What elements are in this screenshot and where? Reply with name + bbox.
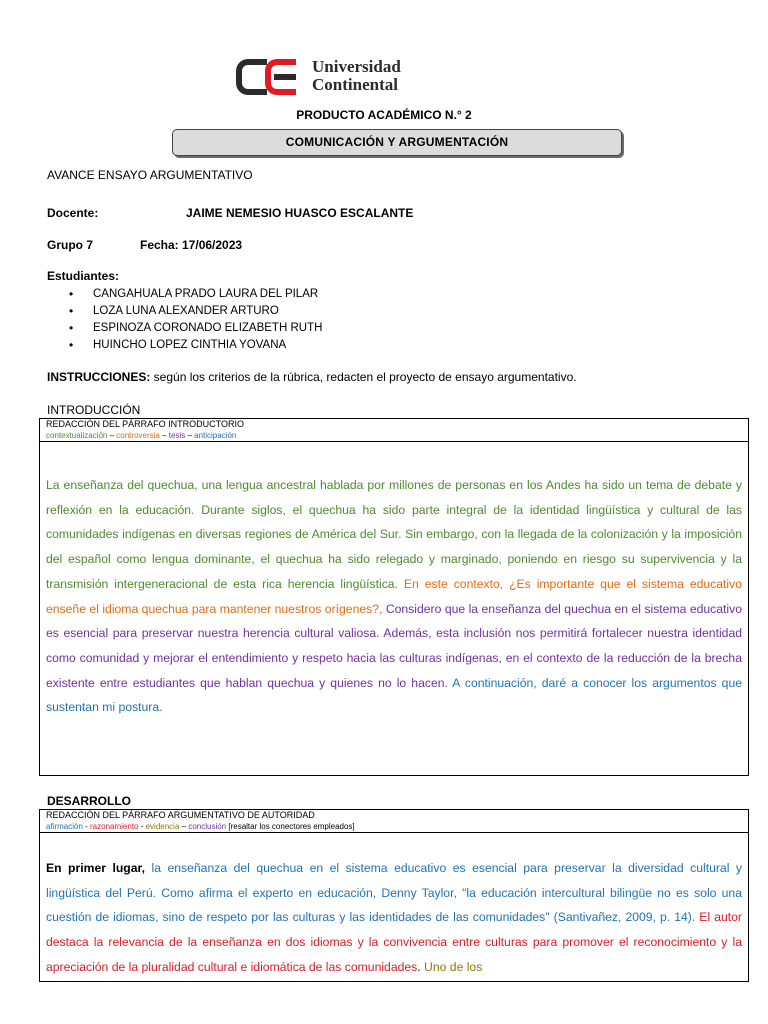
intro-heading: INTRODUCCIÓN [47,403,141,417]
legend-afirmacion: afirmación [46,822,83,831]
students-label: Estudiantes: [47,269,120,283]
instructions [47,370,577,384]
product-title: PRODUCTO ACADÉMICO N.° 2 [296,108,472,122]
docente-name: JAIME NEMESIO HUASCO ESCALANTE [186,206,414,220]
development-box-title: REDACCIÓN DEL PÁRRAFO ARGUMENTATIVO DE AUTORIDAD [46,810,315,820]
legend-razonamiento: razonamiento [90,822,139,831]
instructions-text: según los criterios de la rúbrica, redacten el proyecto de ensayo argumentativo. [150,370,577,384]
controversy-text: En este contexto, ¿Es importante que el sistema educativo enseñe el idioma quechua para mantener nuestros orígenes?, [46,576,742,616]
grupo-label: Grupo 7 [47,238,94,252]
instructions-label: INSTRUCCIONES: [47,370,151,384]
period-text: . [417,959,421,974]
legend-controversia: controversia [116,431,160,440]
development-paragraph [40,856,748,980]
development-box-header [40,810,748,833]
intro-box [39,418,749,776]
fecha-label: Fecha: 17/06/2023 [140,238,243,252]
context-text: La enseñanza del quechua, una lengua ancestral hablada por millones de personas en los Andes ha sido un tema de debate y reflexión en la educación. Durante siglos, el quechua ha sido parte integral de la identidad lingüística y cultural de las comunidades indígenas en diversas regiones de América del Sur. Sin embargo, con la llegada de la colonización y la imposición del español como lengua dominante, el quechua ha sido relegado y marginado, poniendo en riesgo su supervivencia y la transmisión intergeneracional de esta rica herencia lingüística. [46,478,742,591]
assignment-title: AVANCE ENSAYO ARGUMENTATIVO [47,168,253,182]
legend-sep: – [185,431,195,440]
legend-conclusion: conclusión [188,822,227,831]
legend-note: [resaltar los conectores empleados] [226,822,355,831]
development-box [39,809,749,982]
university-name [312,58,401,94]
legend-anticipacion: anticipación [194,431,237,440]
student-item: • HUINCHO LOPEZ CINTHIA YOVANA [47,337,322,354]
legend-sep: – [107,431,117,440]
legend-sep: – [159,431,169,440]
logo-line-2: Continental [312,75,398,94]
development-legend: afirmación - razonamiento - evidencia – conclusión [resaltar los conectores empleados] [46,822,355,831]
intro-box-title: REDACCIÓN DEL PÁRRAFO INTRODUCTORIO [46,419,245,429]
intro-paragraph [40,473,748,720]
connector-text: En primer lugar, [46,861,145,875]
legend-contextualizacion: contextualización [46,431,108,440]
students-list [47,286,322,354]
thesis-text: Considero que la enseñanza del quechua en el sistema educativo es esencial para preservar nuestra herencia cultural valiosa. Además, esta inclusión nos permitirá fortalecer nuestra identidad como comunidad y mejorar el entendimiento y respeto hacia las culturas indígenas, en el contexto de la reducción de la brecha existente entre estudiantes que hablan quechua y quienes no lo hacen. [46,601,742,690]
student-item: • CANGAHUALA PRADO LAURA DEL PILAR [47,286,322,303]
development-heading: DESARROLLO [47,794,131,808]
student-item: • ESPINOZA CORONADO ELIZABETH RUTH [47,320,322,337]
course-banner: COMUNICACIÓN Y ARGUMENTACIÓN [172,129,622,156]
anticipation-text: A continuación, daré a conocer los argumentos que sustentan mi postura. [46,675,742,715]
student-item: • LOZA LUNA ALEXANDER ARTURO [47,303,322,320]
intro-legend [46,430,742,441]
legend-tesis: tesis [168,431,186,440]
evidence-text: Uno de los [420,959,483,974]
affirmation-text: la enseñanza del quechua en el sistema educativo es esencial para preservar la diversidad cultural y lingüística del Perú. Como afirma el experto en educación, Denny Taylor, "la educación intercultural bilingüe no es solo una cuestión de idiomas, sino de respeto por las culturas y las identidades de las comunidades" (Santivañez, 2009, p. 14). [46,861,742,925]
reasoning-text: El autor destaca la relevancia de la enseñanza en dos idiomas y la convivencia entre culturas para promover el reconocimiento y la apreciación de la pluralidad cultural e idiomática de las comunidades [46,910,742,974]
intro-box-header [40,419,748,442]
docente-label: Docente: [47,206,99,220]
logo-line-1: Universidad [312,57,401,76]
legend-evidencia: evidencia [145,822,180,831]
